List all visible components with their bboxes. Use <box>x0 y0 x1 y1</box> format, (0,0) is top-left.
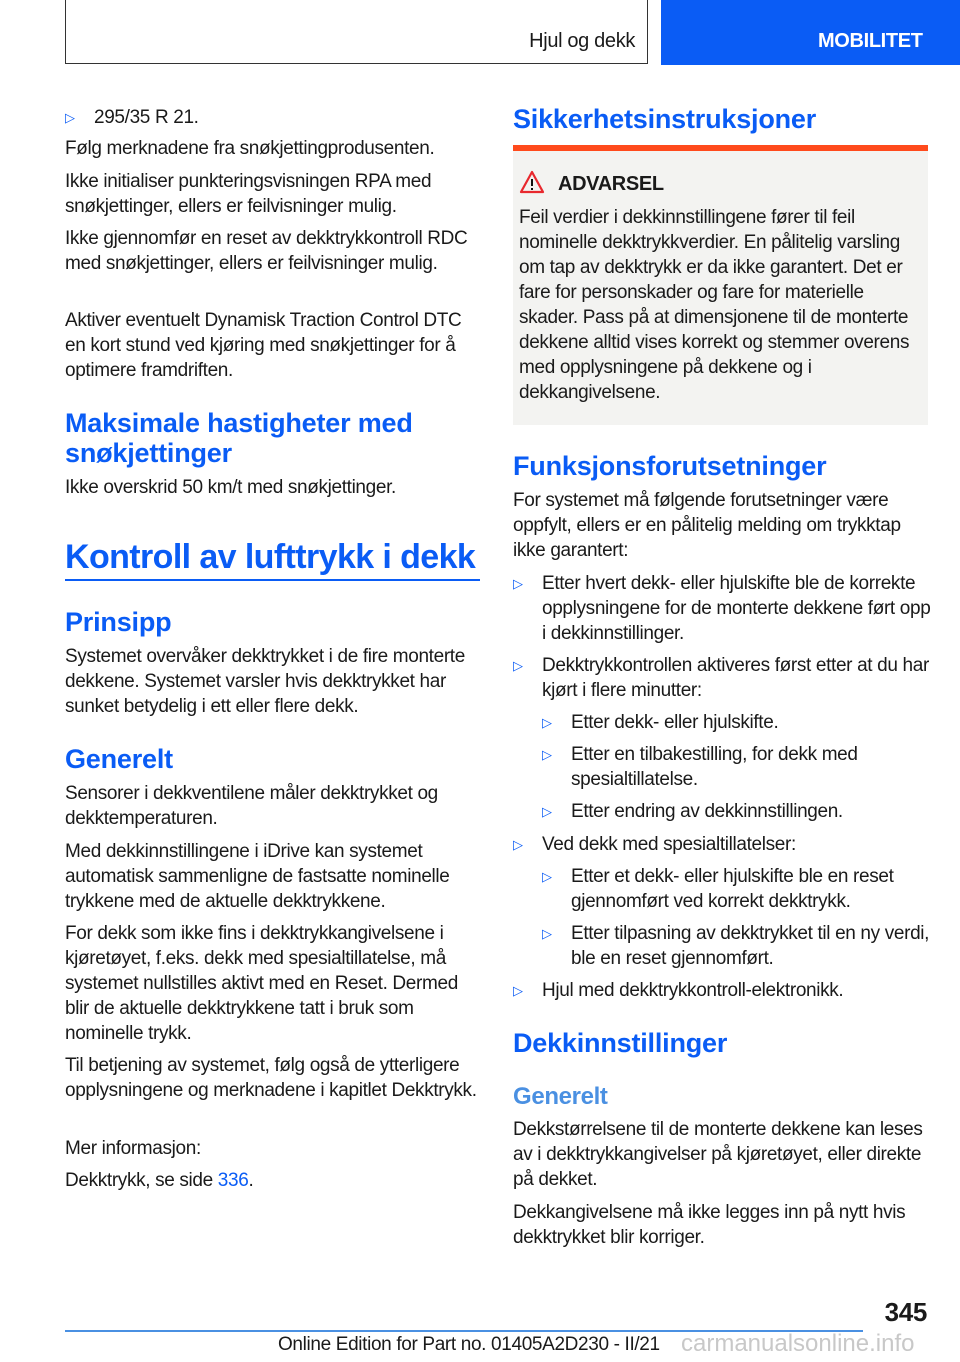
watermark: carmanualsonline.info <box>681 1330 915 1357</box>
page-link[interactable]: 336 <box>217 1170 249 1191</box>
page-number: 345 <box>884 1297 927 1327</box>
paragraph: Følg merknadene fra snøkjettingprodusenten. <box>65 138 435 159</box>
warning-text: Feil verdier i dekkinnstillingene fører til feil nominelle dekktrykkverdier. En pålitelig varsling om tap av dekktrykk er da ikke garantert. Det er fare for personskader og fare for materielle skader. Pass på at dimensjonene til de monterte dekkene alltid vises korrekt og stemmer overens med opplysningene på dekkene og i dekkangivelsene. <box>519 207 910 403</box>
list-item: ▷ Hjul med dekktrykkontroll-elektronikk. <box>513 978 932 1003</box>
heading-prinsipp: Prinsipp <box>65 607 172 637</box>
paragraph: Aktiver eventuelt Dynamisk Traction Control DTC en kort stund ved kjøring med snøkjettinger for å optimere framdriften. <box>65 310 462 381</box>
paragraph: Dekkangivelsene må ikke legges inn på nytt hvis dekktrykket blir korriger. <box>513 1202 906 1248</box>
heading-safety: Sikkerhetsinstruksjoner <box>513 104 817 134</box>
paragraph: Ikke gjennomfør en reset av dekktrykkontroll RDC med snøkjettinger, ellers er feilvisninger mulig. <box>65 228 468 274</box>
warning-icon <box>519 170 545 194</box>
list-item: ▷ Dekktrykkontrollen aktiveres først etter at du har kjørt i flere minutter: <box>513 653 932 703</box>
sub-list-item: ▷ Etter endring av dekkinnstillingen. <box>542 799 941 824</box>
sub-list-item: ▷ Etter et dekk- eller hjulskifte ble en reset gjennomført ved korrekt dekktrykk. <box>542 864 941 914</box>
paragraph: Dekkstørrelsene til de monterte dekkene kan leses av i dekktrykkangivelser på kjøretøyet, eller direkte på dekket. <box>513 1119 923 1190</box>
heading-prerequisites: Funksjonsforutsetninger <box>513 451 827 481</box>
edition-text: Online Edition for Part no. 01405A2D230 - II/21 <box>278 1334 660 1355</box>
sub-list-item: ▷ Etter dekk- eller hjulskifte. <box>542 710 941 735</box>
heading-max-speed: Maksimale hastigheter med snøkjettinger <box>65 408 413 468</box>
warning-title: ADVARSEL <box>558 173 664 195</box>
sub-list-item: ▷ Etter tilpasning av dekktrykket til en ny verdi, ble en reset gjennomført. <box>542 921 941 971</box>
title-underline <box>65 579 480 581</box>
paragraph <box>65 1168 485 1193</box>
chapter-tab[interactable]: MOBILITET <box>661 0 960 65</box>
paragraph: Ikke overskrid 50 km/t med snøkjettinger. <box>65 477 396 498</box>
sub-list-item: ▷ Etter en tilbakestilling, for dekk med spesialtillatelse. <box>542 742 941 792</box>
paragraph: Med dekkinnstillingene i iDrive kan systemet automatisk sammenligne de fastsatte nominelle trykkene med de aktuelle dekktrykkene. <box>65 841 450 912</box>
paragraph: Sensorer i dekkventilene måler dekktrykket og dekktemperaturen. <box>65 783 438 829</box>
reference-text: Dekktrykk, se side <box>65 1170 218 1191</box>
subheading-generelt: Generelt <box>513 1083 608 1110</box>
paragraph: Systemet overvåker dekktrykket i de fire monterte dekkene. Systemet varsler hvis dekktrykket har sunket betydelig i ett eller flere dekk. <box>65 646 465 717</box>
section-title: Hjul og dekk <box>529 30 635 52</box>
heading-generelt: Generelt <box>65 744 173 774</box>
period: . <box>248 1170 254 1191</box>
list-item: ▷ 295/35 R 21. <box>65 105 514 130</box>
paragraph: Til betjening av systemet, følg også de ytterligere opplysningene og merknadene i kapitlet Dekktrykk. <box>65 1055 477 1101</box>
paragraph: Ikke initialiser punkteringsvisningen RPA med snøkjettinger, ellers er feilvisninger mulig. <box>65 171 432 217</box>
heading-tire-settings: Dekkinnstillinger <box>513 1028 728 1058</box>
paragraph: For dekk som ikke fins i dekktrykkangivelsene i kjøretøyet, f.eks. dekk med spesialtillatelse, må systemet nullstilles aktivt med en Reset. Dermed blir de aktuelle dekktrykkene tatt i bruk som nominelle trykk. <box>65 923 458 1044</box>
paragraph: Mer informasjon: <box>65 1138 201 1159</box>
list-item: ▷ Etter hvert dekk- eller hjulskifte ble de korrekte opplysningene for de monterte dekkene ført opp i dekkinnstillinger. <box>513 571 932 646</box>
list-item: ▷ Ved dekk med spesialtillatelser: <box>513 832 932 857</box>
page-title: Kontroll av lufttrykk i dekk <box>65 538 476 576</box>
paragraph: For systemet må følgende forutsetninger være oppfylt, ellers er en pålitelig melding om trykktap ikke garantert: <box>513 490 901 561</box>
